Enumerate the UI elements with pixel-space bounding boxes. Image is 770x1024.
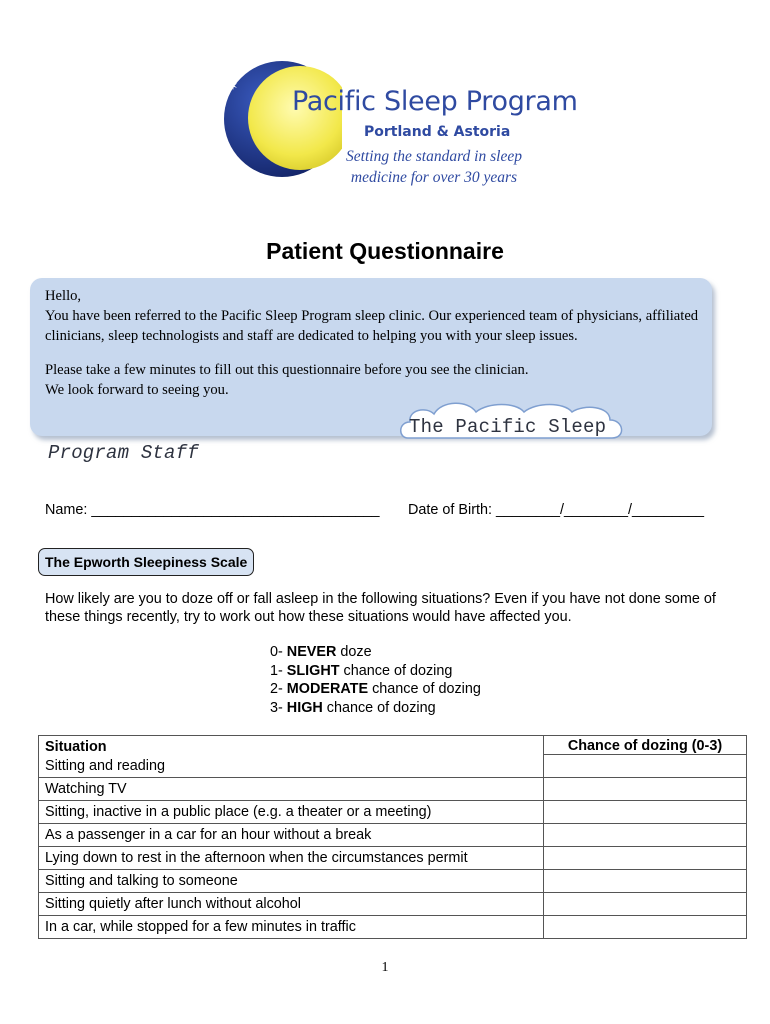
section-label: The Epworth Sleepiness Scale (38, 548, 254, 576)
chance-input-cell[interactable] (544, 778, 747, 801)
intro-greeting: Hello, (45, 288, 82, 304)
scale-item: 3- HIGH chance of dozing (270, 699, 436, 716)
intro-paragraph: You have been referred to the Pacific Sleep Program sleep clinic. Our experienced team of physicians, affiliated clinicians, sleep technologists and staff are dedicated to helping you with your sleep issues. (45, 308, 699, 344)
situation-cell: Sitting, inactive in a public place (e.g. a theater or a meeting) (39, 801, 544, 824)
page-number: 1 (381, 960, 389, 975)
table-row (39, 870, 747, 893)
date-of-birth-field[interactable]: Date of Birth: ________/________/_________ (408, 502, 705, 518)
chance-header: Chance of dozing (0-3) (544, 736, 747, 755)
brand-tagline: Setting the standard in sleep medicine for over 30 years (346, 148, 522, 186)
scale-item: 1- SLIGHT chance of dozing (270, 662, 453, 679)
situation-cell: As a passenger in a car for an hour without a break (39, 824, 544, 847)
intro-instruction: Please take a few minutes to fill out this questionnaire before you see the clinician. (45, 362, 529, 378)
situation-cell: In a car, while stopped for a few minutes in traffic (39, 916, 544, 939)
chance-input-cell[interactable] (544, 847, 747, 870)
situation-cell: Sitting and talking to someone (39, 870, 544, 893)
ess-scale-legend (270, 643, 481, 717)
table-row (39, 916, 747, 939)
table-row (39, 893, 747, 916)
scale-item: 0- NEVER doze (270, 644, 372, 660)
chance-input-cell[interactable] (544, 755, 747, 778)
situation-cell: Lying down to rest in the afternoon when the circumstances permit (39, 847, 544, 870)
name-field[interactable]: Name: ____________________________________ (45, 502, 380, 518)
intro-text (45, 286, 715, 400)
brand-subtitle: Portland & Astoria (364, 124, 511, 140)
table-row (39, 778, 747, 801)
table-row (39, 801, 747, 824)
signature-line-2: Program Staff (48, 442, 199, 464)
chance-input-cell[interactable] (544, 824, 747, 847)
chance-input-cell[interactable] (544, 801, 747, 824)
page-title: Patient Questionnaire (266, 238, 504, 264)
scale-item: 2- MODERATE chance of dozing (270, 681, 481, 697)
ess-table (38, 735, 747, 939)
intro-closing: We look forward to seeing you. (45, 382, 229, 398)
table-row (39, 847, 747, 870)
brand-title: Pacific Sleep Program (292, 86, 578, 117)
chance-input-cell[interactable] (544, 916, 747, 939)
situation-cell: Sitting and reading (39, 755, 544, 778)
svg-text:✶: ✶ (228, 79, 239, 93)
table-row (39, 824, 747, 847)
table-row (39, 755, 747, 778)
table-header-row (39, 736, 747, 755)
situation-header: Situation (39, 736, 544, 755)
signature-line-1: The Pacific Sleep (409, 416, 607, 438)
ess-question: How likely are you to doze off or fall asleep in the following situations? Even if you have not done some of these things recently, try to work out how these situations would have affected you. (45, 591, 716, 625)
situation-cell: Sitting quietly after lunch without alcohol (39, 893, 544, 916)
situation-cell: Watching TV (39, 778, 544, 801)
chance-input-cell[interactable] (544, 870, 747, 893)
chance-input-cell[interactable] (544, 893, 747, 916)
